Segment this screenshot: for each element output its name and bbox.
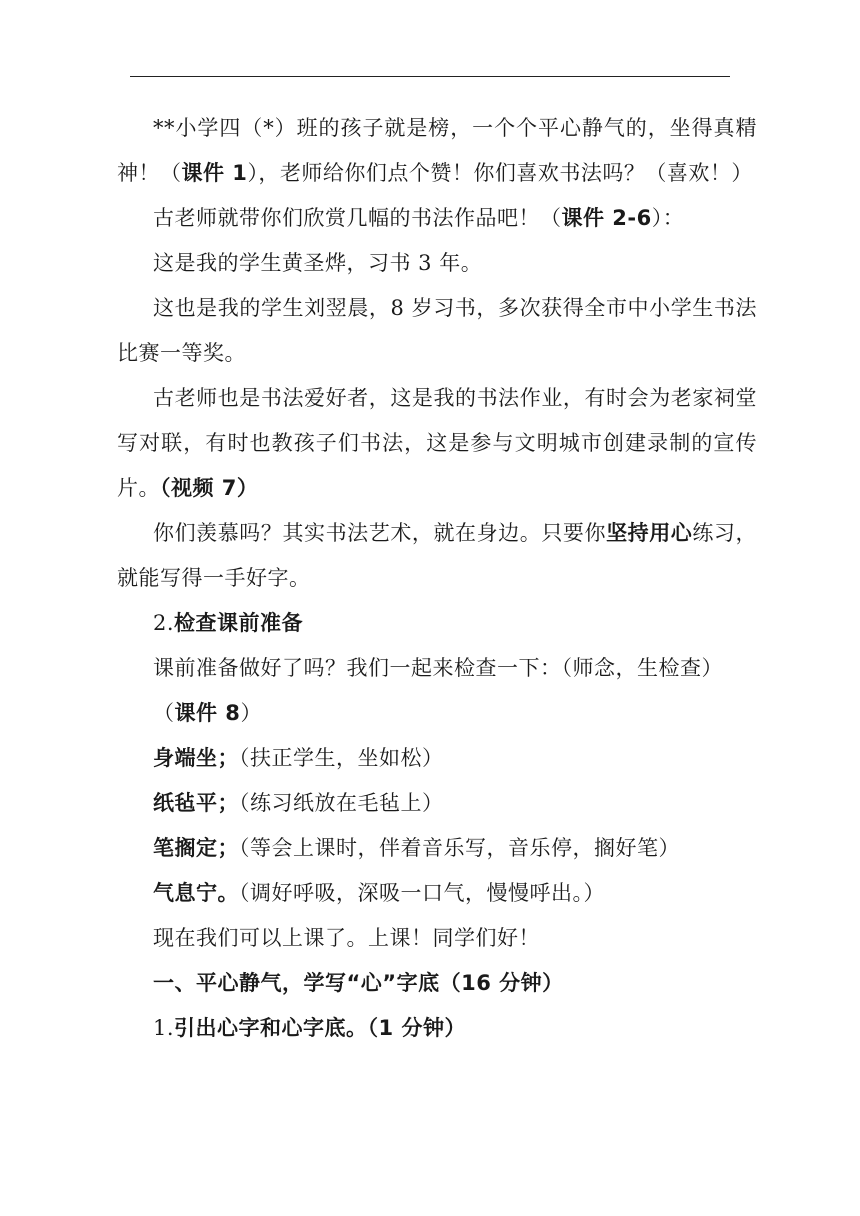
paragraph-envy: 你们羡慕吗？其实书法艺术，就在身边。只要你坚持用心练习，就能写得一手好字。 xyxy=(117,521,758,590)
courseware-ref: 课件 8 xyxy=(174,701,241,725)
paragraph-intro: **小学四（*）班的孩子就是榜，一个个平心静气的，坐得真精神！（课件 1），老师给你们点个赞！你们喜欢书法吗？（喜欢！） xyxy=(117,116,757,185)
subsection-heading-1: 1.引出心字和心字底。（1 分钟） xyxy=(153,1016,466,1040)
section-heading-1: 一、平心静气，学写“心”字底（16 分钟） xyxy=(153,971,564,995)
paragraph-courseware-8: （课件 8） xyxy=(153,701,262,725)
emphasis-text: 坚持用心 xyxy=(606,521,693,545)
document-body xyxy=(117,106,757,1051)
rule-breath: 气息宁。（调好呼吸，深吸一口气，慢慢呼出。） xyxy=(153,881,605,905)
paragraph-student-2: 这也是我的学生刘翌晨，8 岁习书，多次获得全市中小学生书法比赛一等奖。 xyxy=(117,296,757,365)
paragraph-appreciate: 古老师就带你们欣赏几幅的书法作品吧！（课件 2-6）： xyxy=(153,206,685,230)
paragraph-teacher: 古老师也是书法爱好者，这是我的书法作业，有时会为老家祠堂写对联，有时也教孩子们书法，这是参与文明城市创建录制的宣传片。（视频 7） xyxy=(117,386,757,500)
rule-posture: 身端坐；（扶正学生，坐如松） xyxy=(153,746,444,770)
video-ref: （视频 7） xyxy=(160,476,259,500)
paragraph-check: 课前准备做好了吗？我们一起来检查一下：（师念，生检查） xyxy=(153,656,723,680)
section-check-heading: 2.检查课前准备 xyxy=(153,611,304,635)
courseware-ref: 课件 1 xyxy=(181,161,248,185)
courseware-ref: 课件 2-6 xyxy=(561,206,652,230)
header-rule xyxy=(130,76,730,77)
paragraph-student-1: 这是我的学生黄圣烨，习书 3 年。 xyxy=(153,251,483,275)
rule-paper: 纸毡平；（练习纸放在毛毡上） xyxy=(153,791,444,815)
paragraph-start-class: 现在我们可以上课了。上课！同学们好！ xyxy=(153,926,540,950)
rule-brush: 笔搁定；（等会上课时，伴着音乐写，音乐停，搁好笔） xyxy=(153,836,680,860)
